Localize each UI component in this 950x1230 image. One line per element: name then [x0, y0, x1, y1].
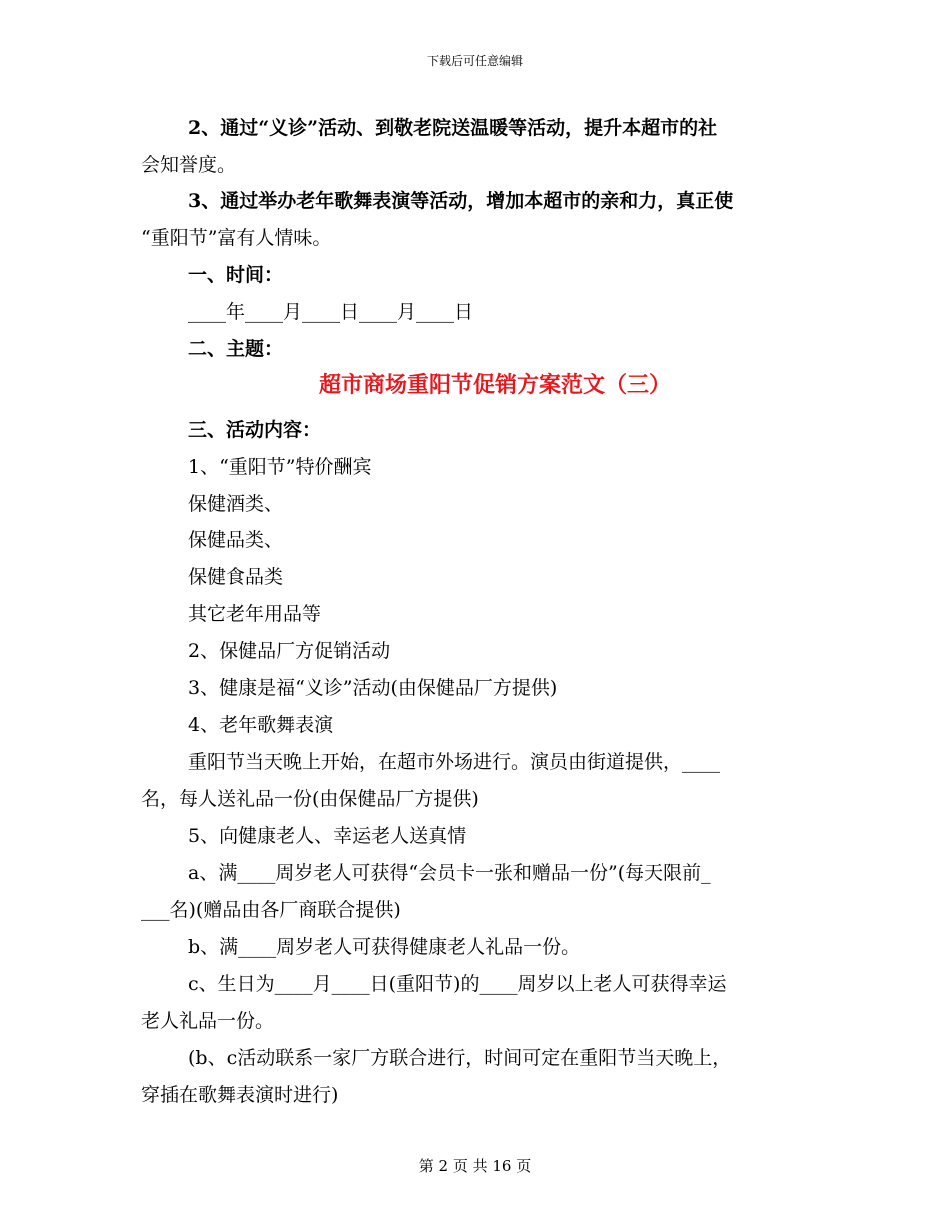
paragraph-line: “重阳节”富有人情味。 [141, 227, 332, 249]
paragraph-line: 老人礼品一份。 [141, 1010, 275, 1032]
list-item: 4、老年歌舞表演 [188, 714, 334, 736]
list-item: 保健食品类 [188, 566, 284, 588]
page-footer: 第 2 页 共 16 页 [418, 1157, 532, 1175]
section-heading-content: 三、活动内容： [188, 419, 322, 441]
paragraph-line: (b、c活动联系一家厂方联合进行，时间可定在重阳节当天晚上， [188, 1047, 732, 1069]
document-title: 超市商场重阳节促销方案范文（三） [318, 372, 671, 398]
paragraph-line: 3、通过举办老年歌舞表演等活动，增加本超市的亲和力，真正使 [188, 190, 734, 212]
section-heading-theme: 二、主题： [188, 338, 284, 360]
list-item: 其它老年用品等 [188, 603, 322, 625]
paragraph-line: ___名)(赠品由各厂商联合提供) [141, 899, 401, 921]
paragraph-line: 重阳节当天晚上开始，在超市外场进行。演员由街道提供，____ [188, 751, 721, 773]
paragraph-line: 穿插在歌舞表演时进行) [141, 1084, 339, 1106]
list-item: 2、保健品厂方促销活动 [188, 640, 391, 662]
paragraph-line: c、生日为____月____日(重阳节)的____周岁以上老人可获得幸运 [188, 973, 727, 995]
paragraph-line: b、满____周岁老人可获得健康老人礼品一份。 [188, 936, 581, 958]
paragraph-line: 名，每人送礼品一份(由保健品厂方提供) [141, 788, 479, 810]
list-item: 3、健康是福“义诊”活动(由保健品厂方提供) [188, 677, 558, 699]
paragraph-line: a、满____周岁老人可获得“会员卡一张和赠品一份”(每天限前_ [188, 862, 711, 884]
paragraph-line: 会知誉度。 [141, 154, 237, 176]
list-item: 保健酒类、 [188, 493, 284, 515]
section-heading-time: 一、时间： [188, 264, 284, 286]
list-item: 5、向健康老人、幸运老人送真情 [188, 825, 467, 847]
paragraph-line: 2、通过“义诊”活动、到敬老院送温暖等活动，提升本超市的社 [188, 117, 718, 139]
date-line: ____年____月____日____月____日 [188, 301, 474, 323]
list-item: 保健品类、 [188, 529, 284, 551]
page-header: 下载后可任意编辑 [426, 54, 523, 68]
list-item: 1、“重阳节”特价酬宾 [188, 456, 372, 478]
